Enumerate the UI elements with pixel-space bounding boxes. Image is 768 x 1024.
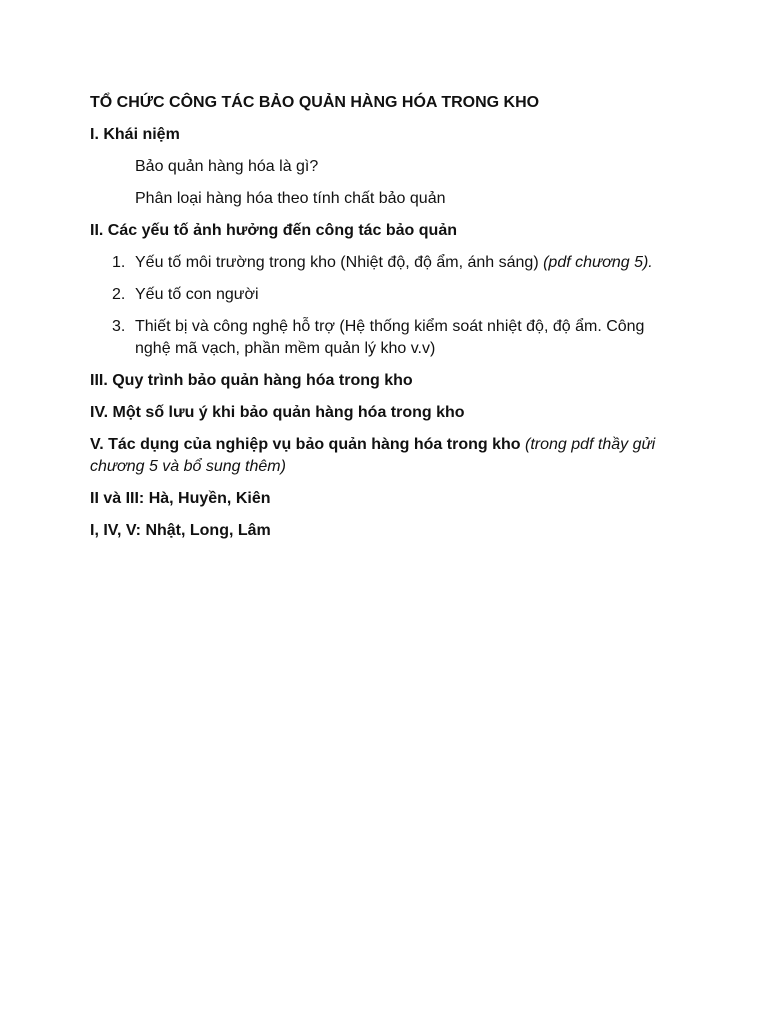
list-item-text: Yếu tố con người	[135, 286, 259, 303]
list-number: 3.	[112, 318, 126, 335]
numbered-list-item	[90, 284, 680, 306]
section-1-item: Phân loại hàng hóa theo tính chất bảo quản	[135, 190, 446, 207]
section-2-heading: II. Các yếu tố ảnh hưởng đến công tác bảo quản	[90, 222, 457, 239]
list-number: 1.	[112, 254, 126, 271]
list-item-text: Thiết bị và công nghệ hỗ trợ (Hệ thống kiểm soát nhiệt độ, độ ẩm. Công nghệ mã vạch, phần mềm quản lý kho v.v)	[135, 318, 645, 357]
section-5-note: (trong pdf thầy gửi chương 5 và bổ sung thêm)	[90, 436, 656, 475]
section-5-heading: V. Tác dụng của nghiệp vụ bảo quản hàng hóa trong kho	[90, 436, 521, 453]
assignment-line: I, IV, V: Nhật, Long, Lâm	[90, 522, 271, 539]
numbered-list-item	[90, 252, 680, 274]
list-item-note: (pdf chương 5).	[543, 254, 653, 271]
section-4-heading: IV. Một số lưu ý khi bảo quản hàng hóa trong kho	[90, 404, 465, 421]
list-item-text: Yếu tố môi trường trong kho (Nhiệt độ, độ ẩm, ánh sáng)	[135, 254, 544, 271]
section-1-item: Bảo quản hàng hóa là gì?	[135, 158, 319, 175]
numbered-list-item	[90, 316, 680, 360]
document-body	[90, 92, 680, 552]
assignment-line: II và III: Hà, Huyền, Kiên	[90, 490, 271, 507]
section-3-heading: III. Quy trình bảo quản hàng hóa trong kho	[90, 372, 413, 389]
section-5-paragraph	[90, 434, 680, 478]
document-title: TỔ CHỨC CÔNG TÁC BẢO QUẢN HÀNG HÓA TRONG KHO	[90, 94, 540, 111]
list-number: 2.	[112, 286, 126, 303]
section-1-heading: I. Khái niệm	[90, 126, 180, 143]
